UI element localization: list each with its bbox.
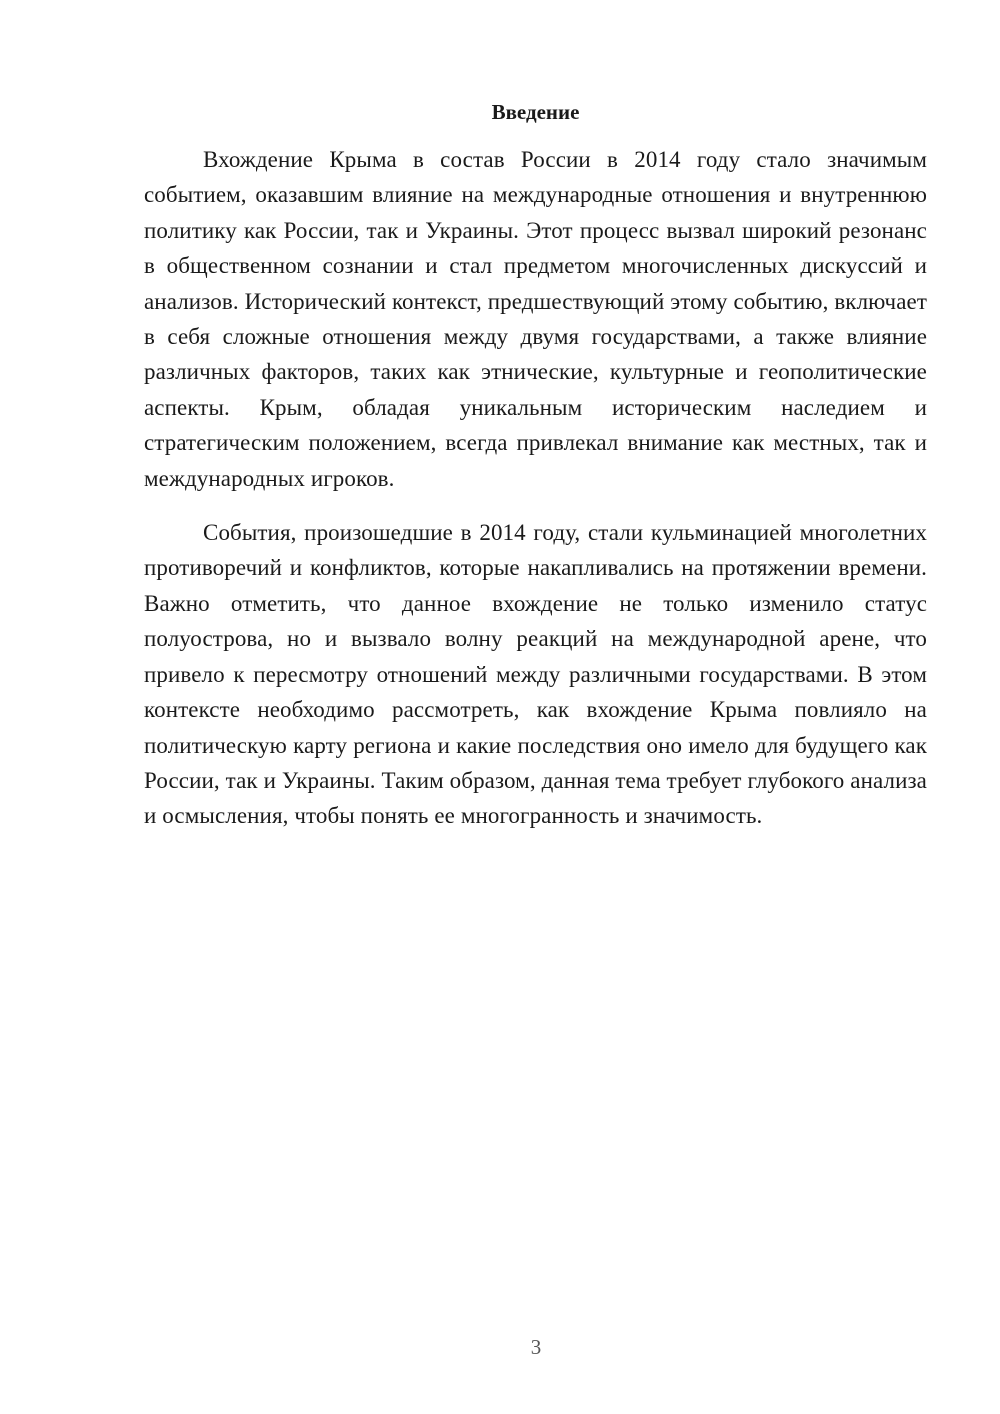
- paragraph-2: События, произошедшие в 2014 году, стали кульминацией многолетних противоречий и конфликтов, которые накапливались на протяжении времени. Важно отметить, что данное вхождение не только изменило статус полуострова, но и вызвало волну реакций на международной арене, что привело к пересмотру отношений между различными государствами. В этом контексте необходимо рассмотреть, как вхождение Крыма повлияло на политическую карту региона и какие последствия оно имело для будущего как России, так и Украины. Таким образом, данная тема требует глубокого анализа и осмысления, чтобы понять ее многогранность и значимость.: [144, 520, 927, 829]
- paragraph-1: Вхождение Крыма в состав России в 2014 году стало значимым событием, оказавшим влияние на международные отношения и внутреннюю политику как России, так и Украины. Этот процесс вызвал широкий резонанс в общественном сознании и стал предметом многочисленных дискуссий и анализов. Исторический контекст, предшествующий этому событию, включает в себя сложные отношения между двумя государствами, а также влияние различных факторов, таких как этнические, культурные и геополитические аспекты. Крым, обладая уникальным историческим наследием и стратегическим положением, всегда привлекал внимание как местных, так и международных игроков.: [144, 147, 927, 491]
- section-title: Введение: [491, 100, 580, 124]
- page-number: 3: [530, 1335, 542, 1359]
- body-text: [144, 142, 927, 834]
